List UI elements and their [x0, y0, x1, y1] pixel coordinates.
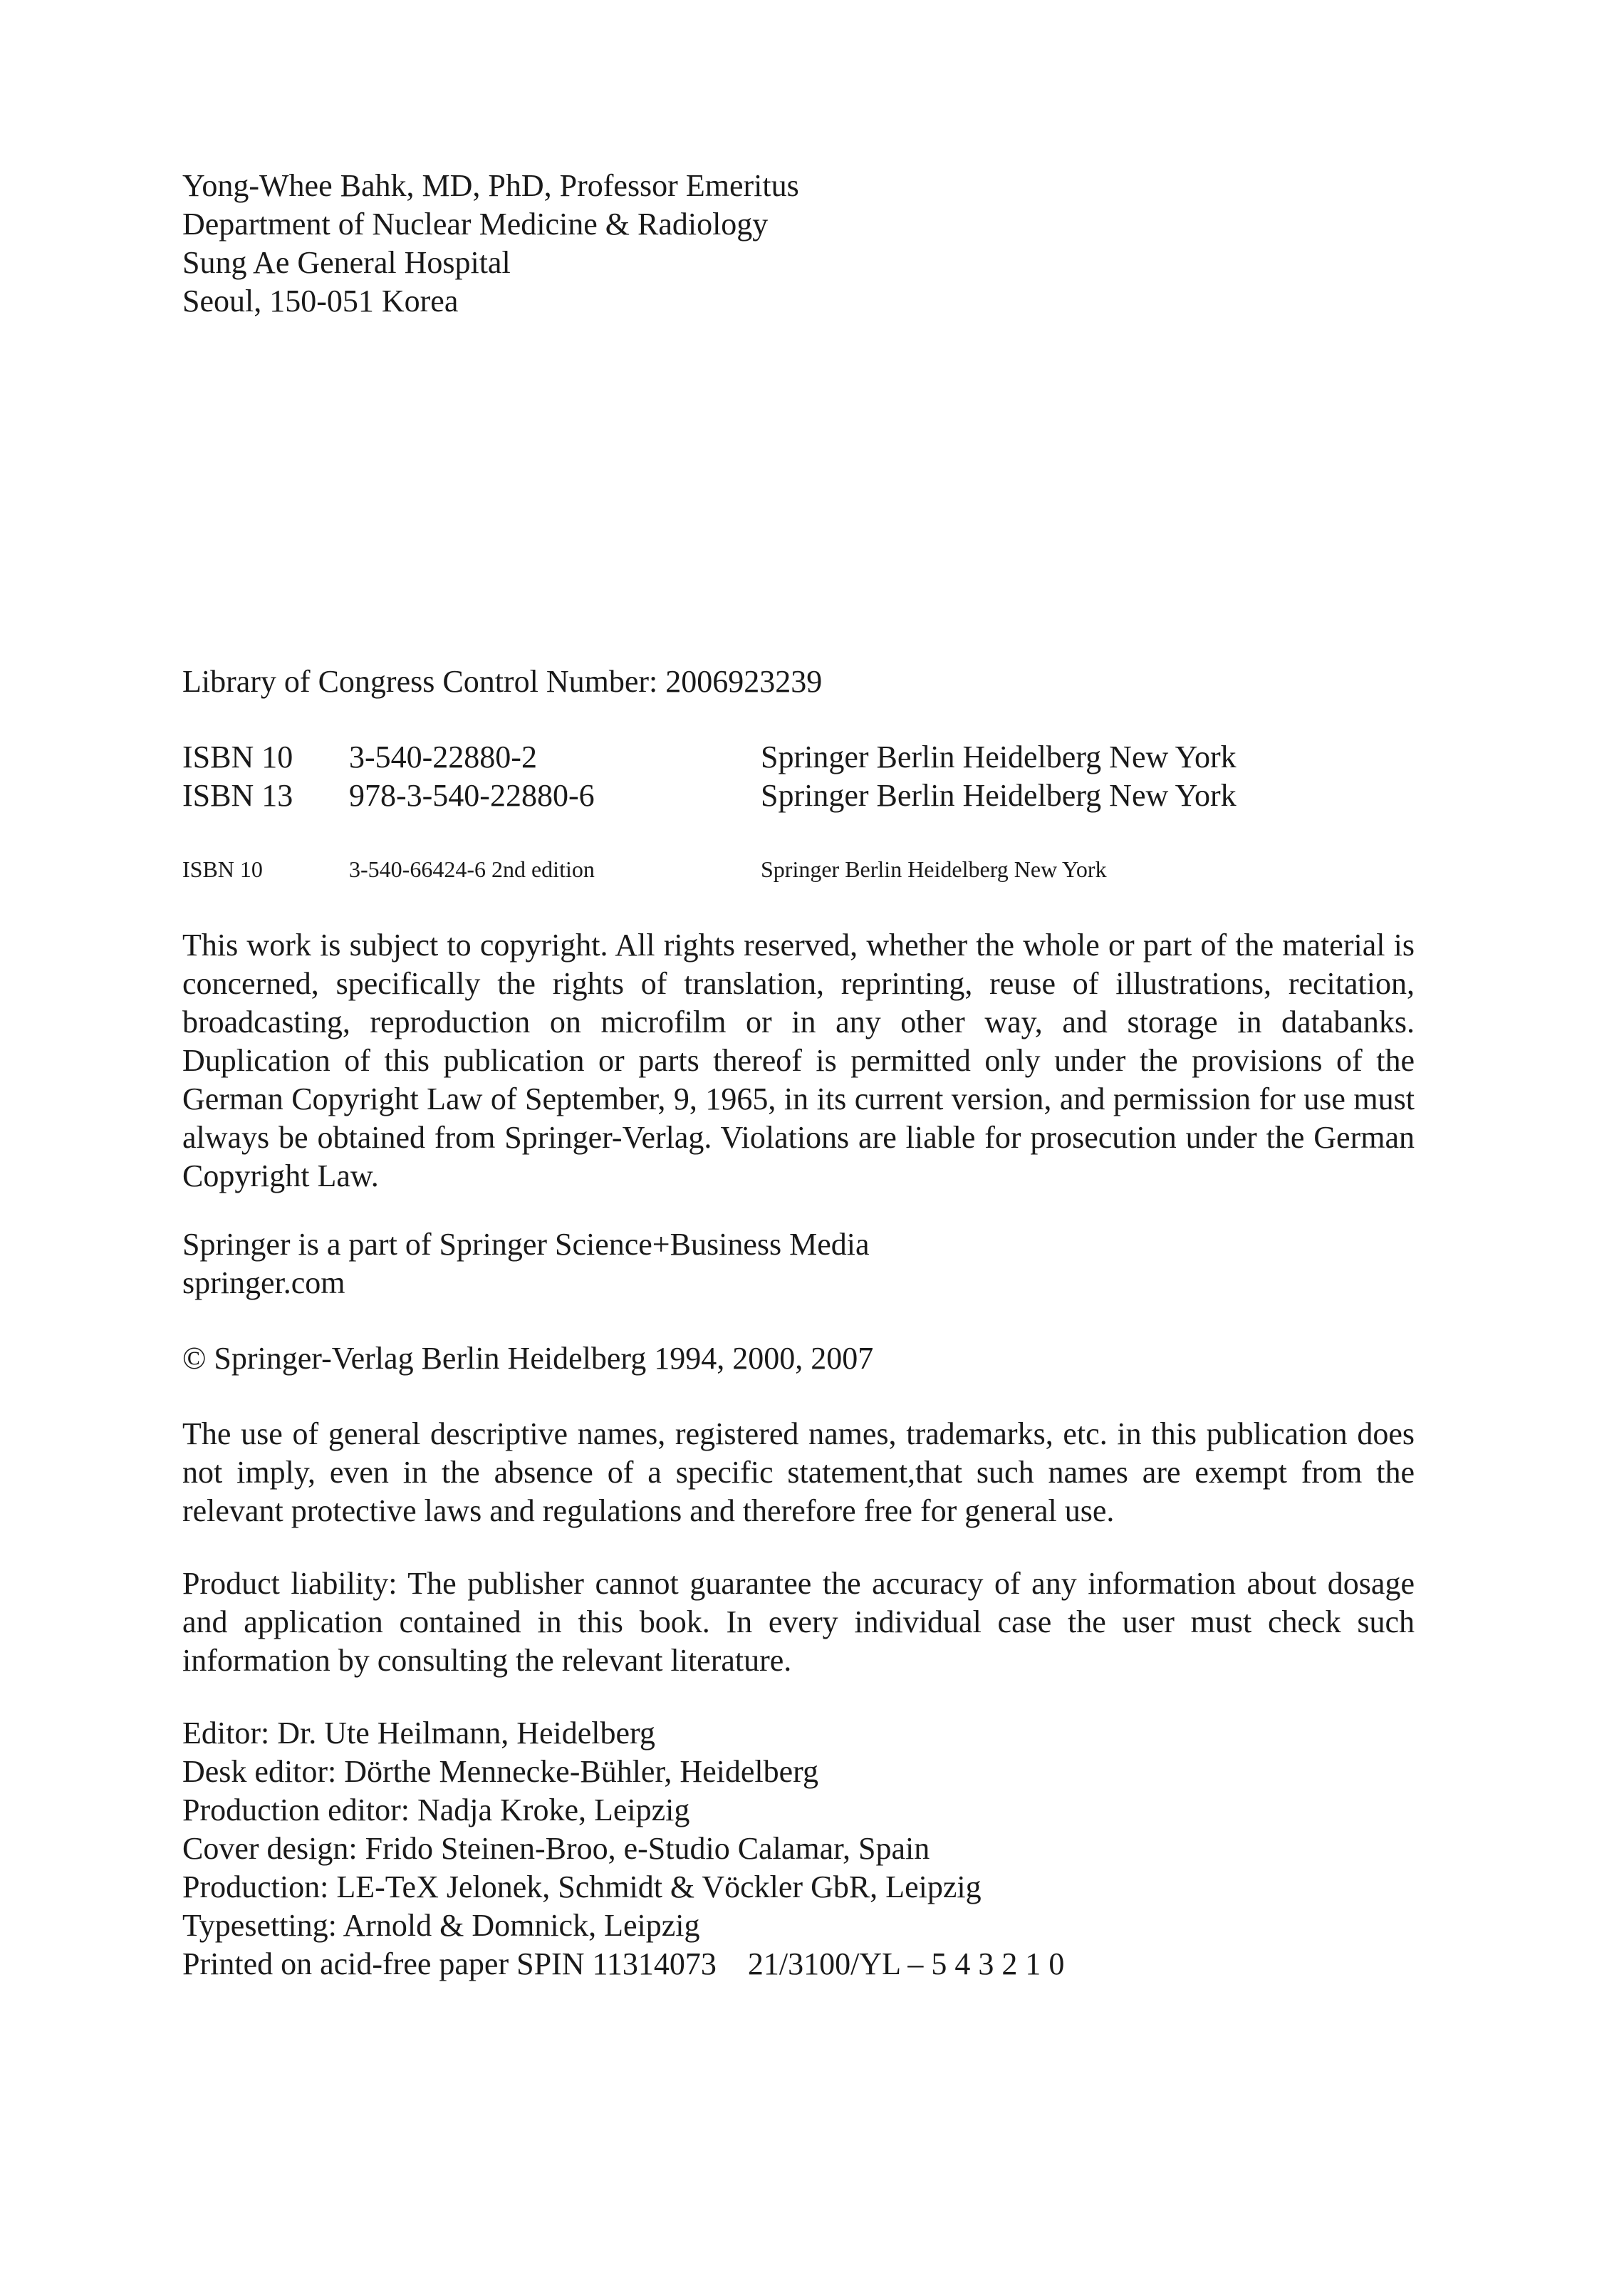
springer-info — [182, 1225, 1415, 1302]
credit-production: Production: LE-TeX Jelonek, Schmidt & Vöckler GbR, Leipzig — [182, 1869, 982, 1904]
author-hospital: Sung Ae General Hospital — [182, 245, 511, 280]
author-name: Yong-Whee Bahk, MD, PhD, Professor Emeritus — [182, 168, 799, 203]
isbn-table — [182, 738, 1464, 815]
isbn-previous-publisher: Springer Berlin Heidelberg New York — [761, 856, 1107, 882]
isbn-previous-label: ISBN 10 — [182, 856, 263, 882]
production-credits — [182, 1714, 1415, 1983]
trademark-notice: The use of general descriptive names, registered names, trademarks, etc. in this publication does not imply, even in the absence of a specific statement,that such names are exempt from the relevant protective laws and regulations and therefore free for general use. — [182, 1416, 1415, 1528]
isbn-label: ISBN 13 — [182, 778, 293, 813]
isbn-label: ISBN 10 — [182, 740, 293, 774]
isbn-number: 978-3-540-22880-6 — [349, 778, 595, 813]
credit-typesetting: Typesetting: Arnold & Domnick, Leipzig — [182, 1908, 700, 1943]
isbn-row — [182, 777, 1464, 815]
isbn-previous-edition — [182, 855, 1464, 883]
credit-cover-design: Cover design: Frido Steinen-Broo, e-Studio Calamar, Spain — [182, 1831, 930, 1866]
liability-notice: Product liability: The publisher cannot guarantee the accuracy of any information about dosage and application contained in this book. In every individual case the user must check such information by consulting the relevant literature. — [182, 1566, 1415, 1678]
credit-production-editor: Production editor: Nadja Kroke, Leipzig — [182, 1793, 690, 1827]
copyright-line: © Springer-Verlag Berlin Heidelberg 1994, 2000, 2007 — [182, 1341, 874, 1376]
isbn-row — [182, 738, 1464, 777]
credit-editor: Editor: Dr. Ute Heilmann, Heidelberg — [182, 1716, 655, 1750]
author-department: Department of Nuclear Medicine & Radiology — [182, 207, 769, 242]
credit-desk-editor: Desk editor: Dörthe Mennecke-Bühler, Heidelberg — [182, 1754, 819, 1789]
isbn-previous-number: 3-540-66424-6 2nd edition — [349, 856, 595, 882]
copyright-notice: This work is subject to copyright. All rights reserved, whether the whole or part of the material is concerned, specifically the rights of translation, reprinting, reuse of illustrations, recitation, broadcasting, reproduction on microfilm or in any other way, and storage in databanks. Duplication of this publication or parts thereof is permitted only under the provisions of the German Copyright Law of September, 9, 1965, in its current version, and permission for use must always be obtained from Springer-Verlag. Violations are liable for prosecution under the German Copyright Law. — [182, 928, 1415, 1193]
isbn-number: 3-540-22880-2 — [349, 740, 537, 774]
author-address — [182, 167, 799, 321]
springer-affiliation: Springer is a part of Springer Science+Business Media — [182, 1227, 870, 1262]
isbn-publisher: Springer Berlin Heidelberg New York — [761, 740, 1237, 774]
credit-printing: Printed on acid-free paper SPIN 11314073 21/3100/YL – 5 4 3 2 1 0 — [182, 1946, 1065, 1981]
isbn-publisher: Springer Berlin Heidelberg New York — [761, 778, 1237, 813]
author-city: Seoul, 150-051 Korea — [182, 284, 459, 318]
lccn: Library of Congress Control Number: 2006923239 — [182, 664, 823, 699]
springer-website: springer.com — [182, 1265, 345, 1300]
